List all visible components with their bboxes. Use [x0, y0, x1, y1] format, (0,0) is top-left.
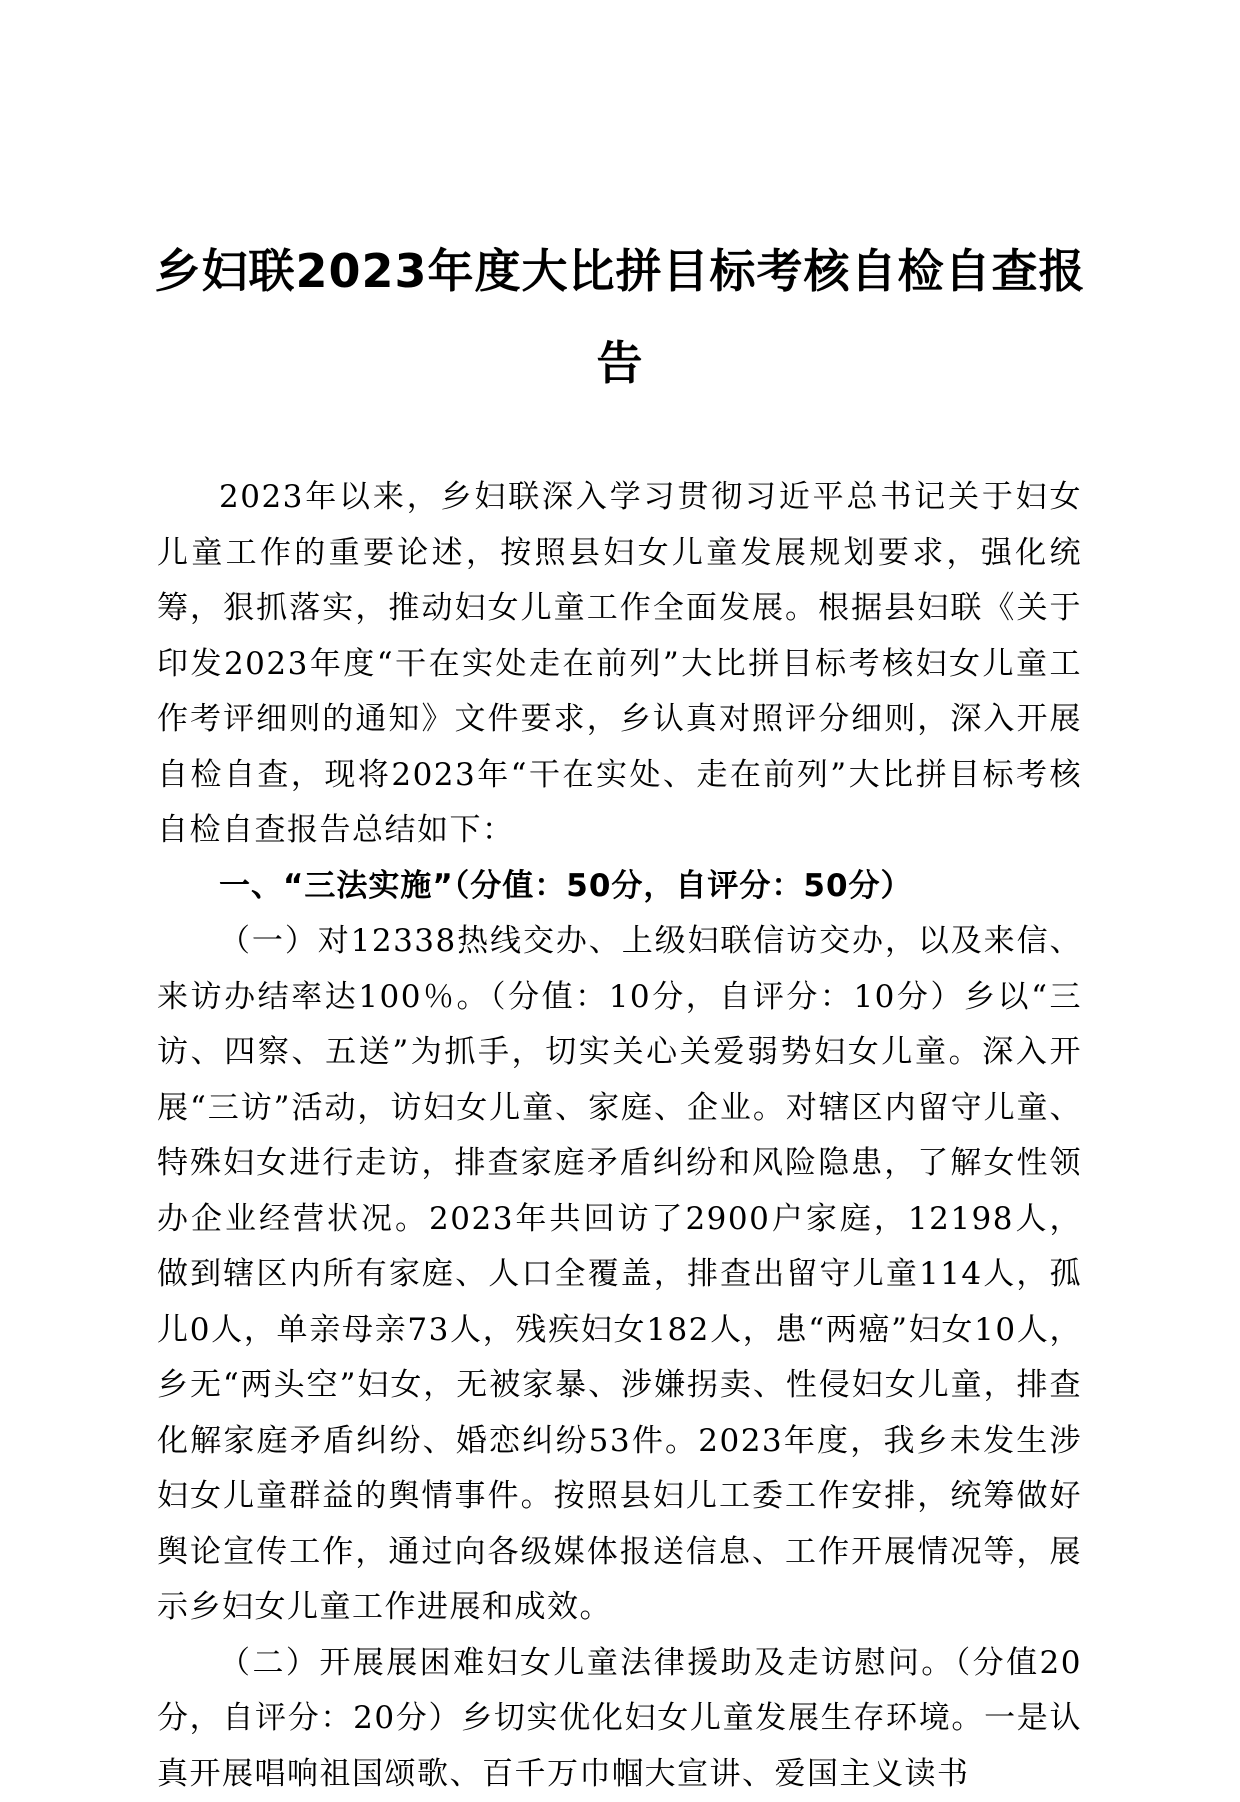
item-two-paragraph: （二）开展展困难妇女儿童法律援助及走访慰问。（分值20分，自评分：20分）乡切实优化妇女儿童发展生存环境。一是认真开展唱响祖国颂歌、百千万巾帼大宣讲、爱国主义读书: [157, 1636, 1082, 1802]
intro-paragraph: 2023年以来，乡妇联深入学习贯彻习近平总书记关于妇女儿童工作的重要论述，按照县妇女儿童发展规划要求，强化统筹，狠抓落实，推动妇女儿童工作全面发展。根据县妇联《关于印发2023年度“干在实处走在前列”大比拼目标考核妇女儿童工作考评细则的通知》文件要求，乡认真对照评分细则，深入开展自检自查，现将2023年“干在实处、走在前列”大比拼目标考核自检自查报告总结如下：: [157, 470, 1082, 859]
document-body: [157, 470, 1082, 1802]
item-one-paragraph: （一）对12338热线交办、上级妇联信访交办，以及来信、来访办结率达100％。（分值：10分，自评分：10分）乡以“三访、四察、五送”为抓手，切实关心关爱弱势妇女儿童。深入开展“三访”活动，访妇女儿童、家庭、企业。对辖区内留守儿童、特殊妇女进行走访，排查家庭矛盾纠纷和风险隐患，了解女性领办企业经营状况。2023年共回访了2900户家庭，12198人，做到辖区内所有家庭、人口全覆盖，排查出留守儿童114人，孤儿0人，单亲母亲73人，残疾妇女182人，患“两癌”妇女10人，乡无“两头空”妇女，无被家暴、涉嫌拐卖、性侵妇女儿童，排查化解家庭矛盾纠纷、婚恋纠纷53件。2023年度，我乡未发生涉妇女儿童群益的舆情事件。按照县妇儿工委工作安排，统筹做好舆论宣传工作，通过向各级媒体报送信息、工作开展情况等，展示乡妇女儿童工作进展和成效。: [157, 914, 1082, 1636]
section-heading: 一、“三法实施”（分值：50分，自评分：50分）: [157, 859, 1082, 915]
document-title: 乡妇联2023年度大比拼目标考核自检自查报告: [150, 225, 1090, 409]
